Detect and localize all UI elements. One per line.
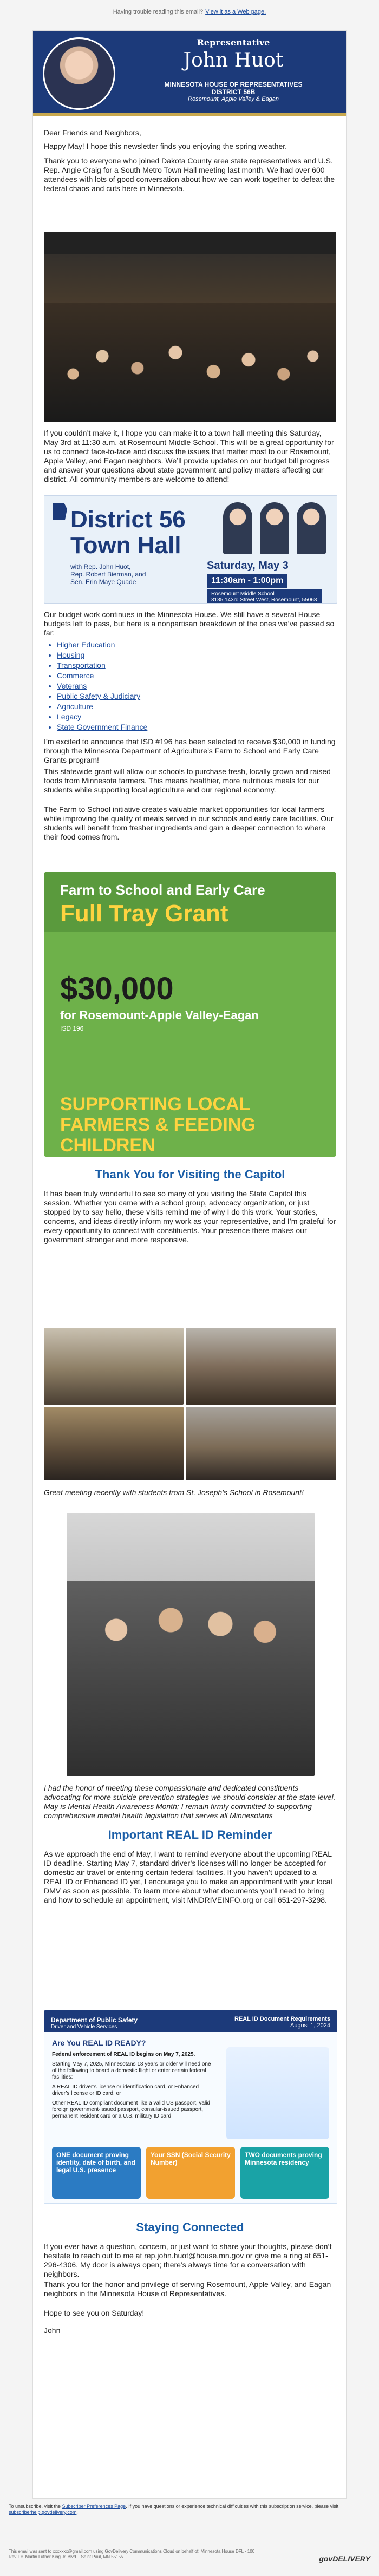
budget-link-commerce[interactable]: • Commerce [57,671,328,681]
budget-link-legacy[interactable]: • Legacy [57,712,328,722]
budget-link-higher-education[interactable]: • Higher Education [57,640,328,650]
budget-link-state-government-finance[interactable]: • State Government Finance [57,722,328,732]
section-capitol-title: Thank You for Visiting the Capitol [95,1168,285,1181]
paragraph-10: If you ever have a question, concern, or just want to share your thoughts, please don’t hesitate to reach out to me at rep.john.huot@house.mn.gov or give me a ring at 651-296-4306. My door is always open; there’s always time for a conversation with neighbors. [44,2242,332,2278]
paragraph-6: This statewide grant will allow our schools to purchase fresh, locally grown and raised foods from Minnesota farmers. This means healthier, more nutritious meals for our students while supporting local agriculture and our regional economy. [44,767,331,794]
realid-graphic-top [44,2010,337,2032]
mental-health-people [67,1581,315,1776]
flyer-title-line1: District 56 [70,506,186,533]
footer-unsubscribe-post: If you have questions or experience technical difficulties with this subscription service, please visit [128,2503,339,2509]
footer-sent-line1: This email was sent to xxxxxxx@gmail.com using GovDelivery Communications Cloud on behalf of: Minnesota House DFL · 100 [9,2549,255,2554]
grant-for: for Rosemount-Apple Valley-Eagan [60,1008,259,1022]
budget-link-transportation[interactable]: • Transportation [57,660,328,671]
flyer-title-line2: Town Hall [70,532,181,559]
realid-graphic [44,2010,337,2204]
header-role: Representative [197,37,270,48]
subscriber-help-link[interactable]: subscriberhelp.govdelivery.com [9,2509,77,2515]
section-staying-connected-title: Staying Connected [136,2220,244,2234]
flyer-date: Saturday, May 3 [207,560,289,572]
realid-req-title: REAL ID Document Requirements [234,2016,330,2022]
govdelivery-logo: govDELIVERY [319,2554,370,2563]
representative-photo [43,37,115,110]
header-name: John Huot [183,49,284,71]
budget-link-veterans[interactable]: • Veterans [57,681,328,691]
header-house-line: MINNESOTA HOUSE OF REPRESENTATIVES [164,81,303,88]
minnesota-shape-icon [53,503,67,520]
budget-link-public-safety-judiciary[interactable]: • Public Safety & Judiciary [57,691,328,702]
signature: John [44,2326,61,2335]
top-banner [0,0,379,24]
paragraph-8: It has been truly wonderful to see so many of you visiting the State Capitol this session. Whether you came with a school group, advocacy organization, or just stopped by to say hello, these visits remind me of why I do this work. Your stories, concerns, and ideas directly inform my work as your representative, and I’m grateful for every opportunity to connect with constituents. Your presence there makes our government stronger and more responsive. [44,1189,336,1244]
realid-line1: Federal enforcement of REAL ID begins on May 7, 2025. [52,2051,195,2057]
realid-tile-2: Your SSN (Social Security Number) [146,2147,235,2199]
town-hall-photo [44,232,336,422]
grant-support: SUPPORTING LOCAL FARMERS & FEEDING CHILDREN [60,1094,256,1156]
flyer-faces [223,502,326,554]
realid-bullets [52,2051,214,2120]
newsletter-card [32,30,347,2499]
header-areas: Rosemount, Apple Valley & Eagan [188,96,279,102]
flyer-address [207,589,322,604]
face-1 [223,502,252,554]
realid-line2: Starting May 7, 2025, Minnesotans 18 years or older will need one of the following to board a domestic flight or enter certain federal facilities: [52,2061,211,2080]
realid-dept-name: Department of Public Safety [51,2016,138,2024]
view-online-link[interactable]: View it as a Web page. [205,9,266,15]
grant-line2: Full Tray Grant [60,900,228,927]
footer-unsubscribe-pre: To unsubscribe, visit the [9,2503,61,2509]
flyer-address-line1: Rosemount Middle School [211,591,275,597]
greeting: Dear Friends and Neighbors, [44,128,141,137]
paragraph-9: As we approach the end of May, I want to remind everyone about the upcoming REAL ID deadline. Starting May 7, standard driver’s licenses will no longer be accepted for domestic air travel or entering certain federal facilities. If you haven’t updated to a REAL ID or Enhanced ID yet, I encourage you to make an appointment with your local DMV as soon as possible. To learn more about what documents you’ll need to bring and how to schedule an appointment, visit MNDRIVEINFO.org or call 651-297-3298. [44,1850,332,1904]
grant-isd: ISD 196 [60,1025,84,1032]
section-realid-title: Important REAL ID Reminder [108,1828,272,1841]
realid-req-date: August 1, 2024 [290,2022,330,2029]
paragraph-1: Happy May! I hope this newsletter finds you enjoying the spring weather. [44,142,287,150]
face-3 [297,502,326,554]
realid-tiles [52,2147,329,2199]
header-district-line: DISTRICT 56B [211,88,256,96]
realid-bullet-2: Other REAL ID compliant document like a valid US passport, valid foreign government-issued passport, consular-issued passport, permanent resident card or a U.S. military ID card. [52,2100,210,2119]
header-house [125,81,342,96]
capitol-photo-2 [186,1328,336,1405]
capitol-photo-3 [44,1407,184,1480]
budget-links-list [57,640,328,732]
flyer-with [70,563,146,586]
farm-to-school-grant-graphic [44,872,336,1157]
capitol-photo-4 [186,1407,336,1480]
realid-question: Are You REAL ID READY? [52,2038,146,2047]
flyer-with-line1: with Rep. John Huot, [70,563,131,571]
town-hall-flyer [44,495,337,604]
trouble-reading-text: Having trouble reading this email? [113,9,204,15]
mental-health-caption: I had the honor of meeting these compassionate and dedicated constituents advocating for more suicide prevention strategies we should consider at the state level. May is Mental Health Awareness Month; I remain firmly committed to supporting comprehensive mental health legislation that serves all Minnesotans [44,1784,336,1820]
grant-amount: $30,000 [60,971,174,1006]
subscriber-preferences-link[interactable]: Subscriber Preferences Page [62,2503,126,2509]
paragraph-7: The Farm to School initiative creates valuable market opportunities for local farmers while improving the quality of meals served in our schools and early care facilities. Our students will benefit from fresher ingredients and gain a deeper connection to where their food comes from. [44,805,334,841]
realid-tile-3: TWO documents proving Minnesota residency [240,2147,329,2199]
town-hall-paragraph: If you couldn’t make it, I hope you can make it to a town hall meeting this Saturday, May 3rd at 11:30 a.m. at Rosemount Middle School. This will be a great opportunity for us to connect face-to-face and discuss the issues that matter most to our Rosemount, Apple Valley, and Eagan neighbors. We’ll provide updates on our budget bill progress and answer your questions about state government and policy matters affecting our district. All community members are welcome to attend! [44,429,334,483]
paragraph-11: Thank you for the honor and privilege of serving Rosemount, Apple Valley, and Eagan neighbors in the Minnesota House of Representatives. [44,2280,331,2298]
paragraph-5: I’m excited to announce that ISD #196 has been selected to receive $30,000 in funding through the Minnesota Department of Agriculture’s Farm to School and Early Care Grants program! [44,737,336,764]
budget-link-agriculture[interactable]: • Agriculture [57,702,328,712]
realid-requirements [234,2016,330,2029]
realid-tile-1: ONE document proving identity, date of birth, and legal U.S. presence [52,2147,141,2199]
mental-health-photo [67,1513,315,1776]
flyer-time: 11:30am - 1:00pm [207,574,287,588]
grant-line1: Farm to School and Early Care [60,882,265,898]
face-2 [260,502,289,554]
footer-sent-text [9,2549,290,2560]
footer-unsubscribe-text: To unsubscribe, visit the Subscriber Preferences Page. If you have questions or experience technical difficulties with this subscription service, please visit subscriberhelp.govdelivery.com. [9,2503,339,2515]
newsletter-header [33,31,346,116]
stage-lights [44,232,336,254]
realid-dept-sub: Driver and Vehicle Services [51,2024,117,2030]
paragraph-4: Our budget work continues in the Minnesota House. We still have a several House budgets left to pass, but here is a nonpartisan breakdown of the ones we’ve passed so far: [44,610,335,637]
students-caption: Great meeting recently with students from St. Joseph’s School in Rosemount! [44,1488,304,1497]
budget-link-housing[interactable]: • Housing [57,650,328,660]
footer-sent-line2: Rev. Dr. Martin Luther King Jr. Blvd. · Saint Paul, MN 55155 [9,2554,123,2559]
flyer-with-line3: Sen. Erin Maye Quade [70,578,136,586]
paragraph-2: Thank you to everyone who joined Dakota County area state representatives and U.S. Rep. Angie Craig for a South Metro Town Hall meeting last month. We had over 600 attendees with lots of good conversation about how we can work together to defeat the federal chaos and cuts here in Minnesota. [44,156,335,193]
paragraph-3 [44,429,336,484]
paragraph-12: Hope to see you on Saturday! [44,2309,145,2317]
realid-bullet-1: A REAL ID driver’s license or identification card, or Enhanced driver’s license or ID card, or [52,2084,199,2096]
flyer-address-line2: 3135 143rd Street West, Rosemount, 55068 [211,597,317,603]
capitol-photo-1 [44,1328,184,1405]
realid-card-images [226,2047,329,2139]
crowd [44,303,336,422]
realid-dept [51,2016,138,2030]
flyer-with-line2: Rep. Robert Bierman, and [70,571,146,578]
